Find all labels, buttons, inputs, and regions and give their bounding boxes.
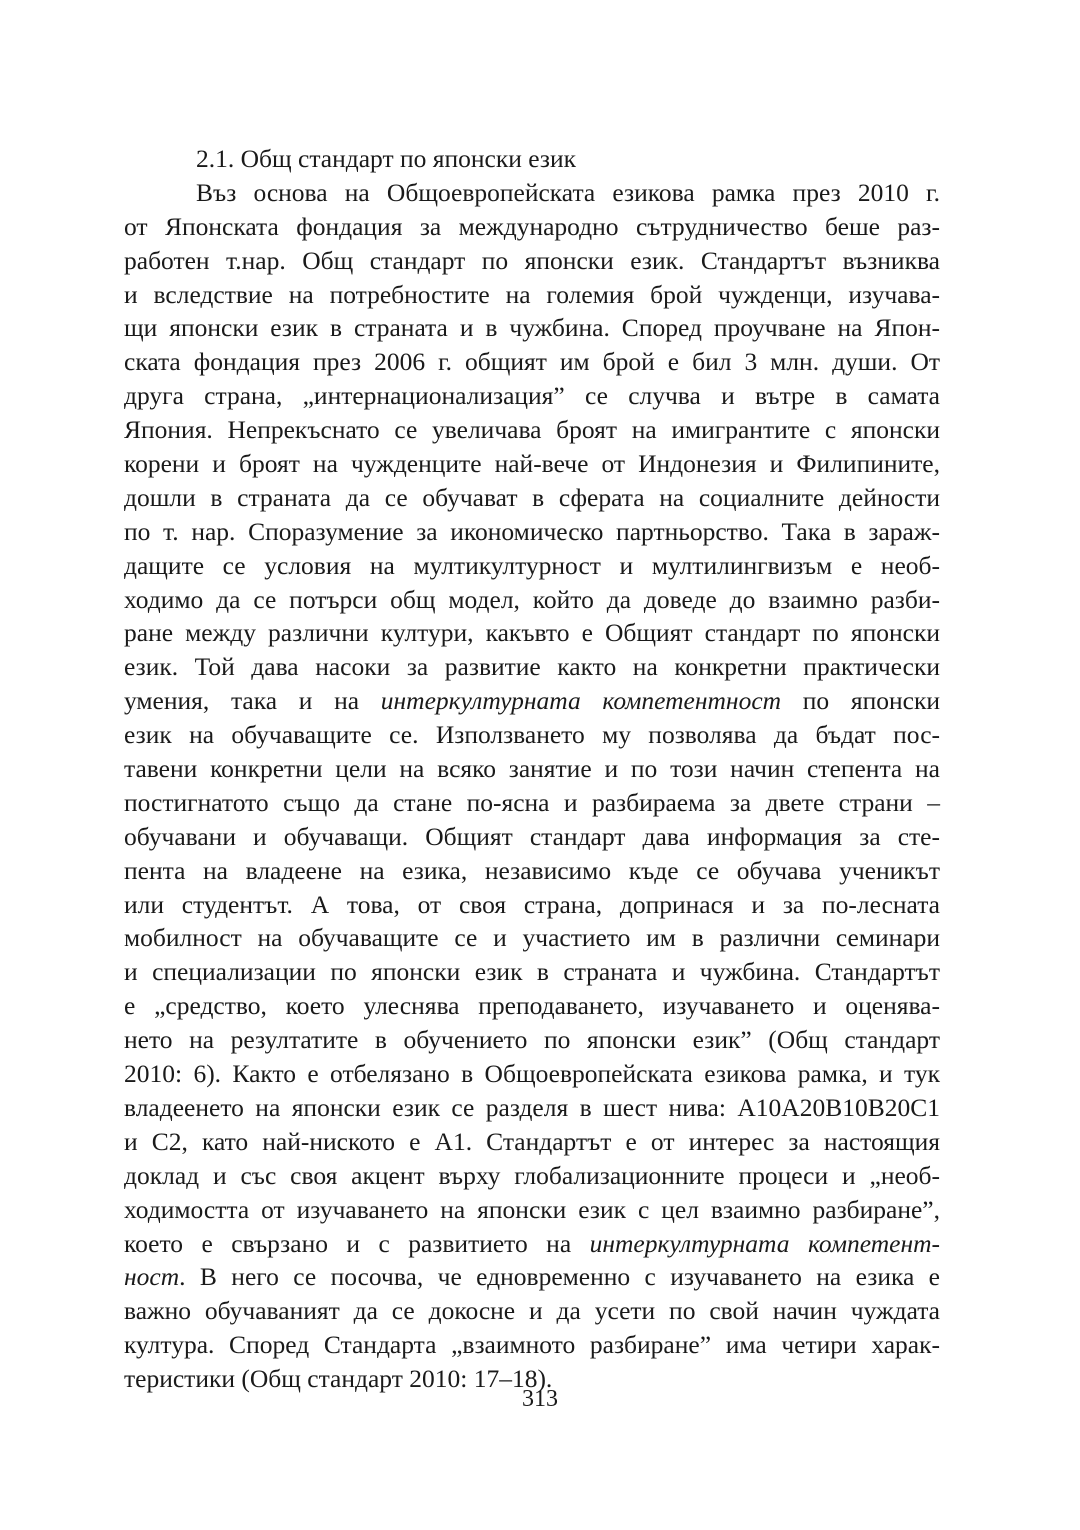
italic-term: ност (124, 1262, 180, 1292)
text-line: ходимо да се потърси общ модел, който да доведе до взаимно разби- (124, 584, 940, 614)
text-fragment: . В него се посочва, че едновременно с изучаването на езика е (179, 1262, 940, 1292)
text-line: Япония. Непрекъснато се увеличава броят на имигрантите с японски (124, 415, 940, 445)
italic-term: интеркултурната компетентност (380, 686, 782, 716)
text-line: важно обучаваният да се докосне и да усети по свой начин чуждата (124, 1296, 940, 1326)
text-line: доклад и със своя акцент върху глобализационните процеси и „необ- (124, 1160, 940, 1190)
body-text (124, 142, 940, 1396)
text-line: постигнатото също да стане по-ясна и разбираема за двете страни – (124, 787, 940, 817)
text-line: и С2, като най-ниското е А1. Стандартът е от интерес за настоящия (124, 1126, 940, 1156)
text-line: мобилност на обучаващите се и участието им в различни семинари (124, 923, 940, 953)
text-line: ходимостта от изучаването на японски език с цел взаимно разбиране”, (124, 1194, 940, 1224)
text-line: дащите се условия на мултикултурност и мултилингвизъм е необ- (124, 550, 940, 580)
text-line: по т. нар. Споразумение за икономическо партньорство. Така в зараж- (124, 516, 940, 546)
text-line: дошли в страната да се обучават в сферата на социалните дейности (124, 482, 940, 512)
text-line-with-italic (124, 684, 940, 718)
text-line: 2010: 6). Както е отбелязано в Общоевропейската езикова рамка, и тук (124, 1059, 940, 1089)
text-line: обучавани и обучаващи. Общият стандарт дава информация за сте- (124, 821, 940, 851)
text-line: език. Той дава насоки за развитие както на конкретни практически (124, 652, 940, 682)
text-line: пента на владеене на езика, независимо къде се обучава ученикът (124, 855, 940, 885)
text-line: корени и броят на чужденците най-вече от Индонезия и Филипините, (124, 449, 940, 479)
text-line: друга страна, „интернационализация” се случва и вътре в самата (124, 381, 940, 411)
text-line: теристики (Общ стандарт 2010: 17–18). (124, 1364, 553, 1394)
text-line: работен т.нар. Общ стандарт по японски език. Стандартът възниква (124, 245, 940, 275)
text-line: Въз основа на Общоевропейската езикова рамка през 2010 г. (196, 177, 940, 207)
text-line: нето на резултатите в обучението по японски език” (Общ стандарт (124, 1025, 940, 1055)
text-line-with-italic (124, 1260, 940, 1294)
text-line: ране между различни култури, какъвто е Общият стандарт по японски (124, 618, 940, 648)
page-number: 313 (522, 1386, 558, 1412)
text-line-with-italic (124, 1227, 940, 1261)
text-line: и вследствие на потребностите на големия брой чужденци, изучава- (124, 279, 940, 309)
text-line: тавени конкретни цели на всяко занятие и по този начин степента на (124, 754, 940, 784)
text-fragment: което е свързано и с развитието на (124, 1228, 572, 1258)
text-fragment: умения, така и на (124, 686, 360, 716)
section-heading: 2.1. Общ стандарт по японски език (196, 144, 576, 173)
text-line: е „средство, което улеснява преподаването, изучаването и оценява- (124, 991, 940, 1021)
text-line: ската фондация през 2006 г. общият им брой е бил 3 млн. души. От (124, 347, 940, 377)
text-line: от Японската фондация за международно сътрудничество беше раз- (124, 211, 940, 241)
text-line: владеенето на японски език се разделя в шест нива: А10А20В10В20С1 (124, 1092, 940, 1122)
text-line: или студентът. А това, от своя страна, допринася и за по-лесната (124, 889, 940, 919)
text-fragment: по японски (802, 686, 940, 716)
italic-term: интеркултурната компетент- (589, 1228, 940, 1258)
text-line: и специализации по японски език в страната и чужбина. Стандартът (124, 957, 940, 987)
text-line: култура. Според Стандарта „взаимното разбиране” има четири харак- (124, 1330, 940, 1360)
text-line: език на обучаващите се. Използването му позволява да бъдат пос- (124, 720, 940, 750)
text-line: щи японски език в страната и в чужбина. Според проучване на Япон- (124, 313, 940, 343)
